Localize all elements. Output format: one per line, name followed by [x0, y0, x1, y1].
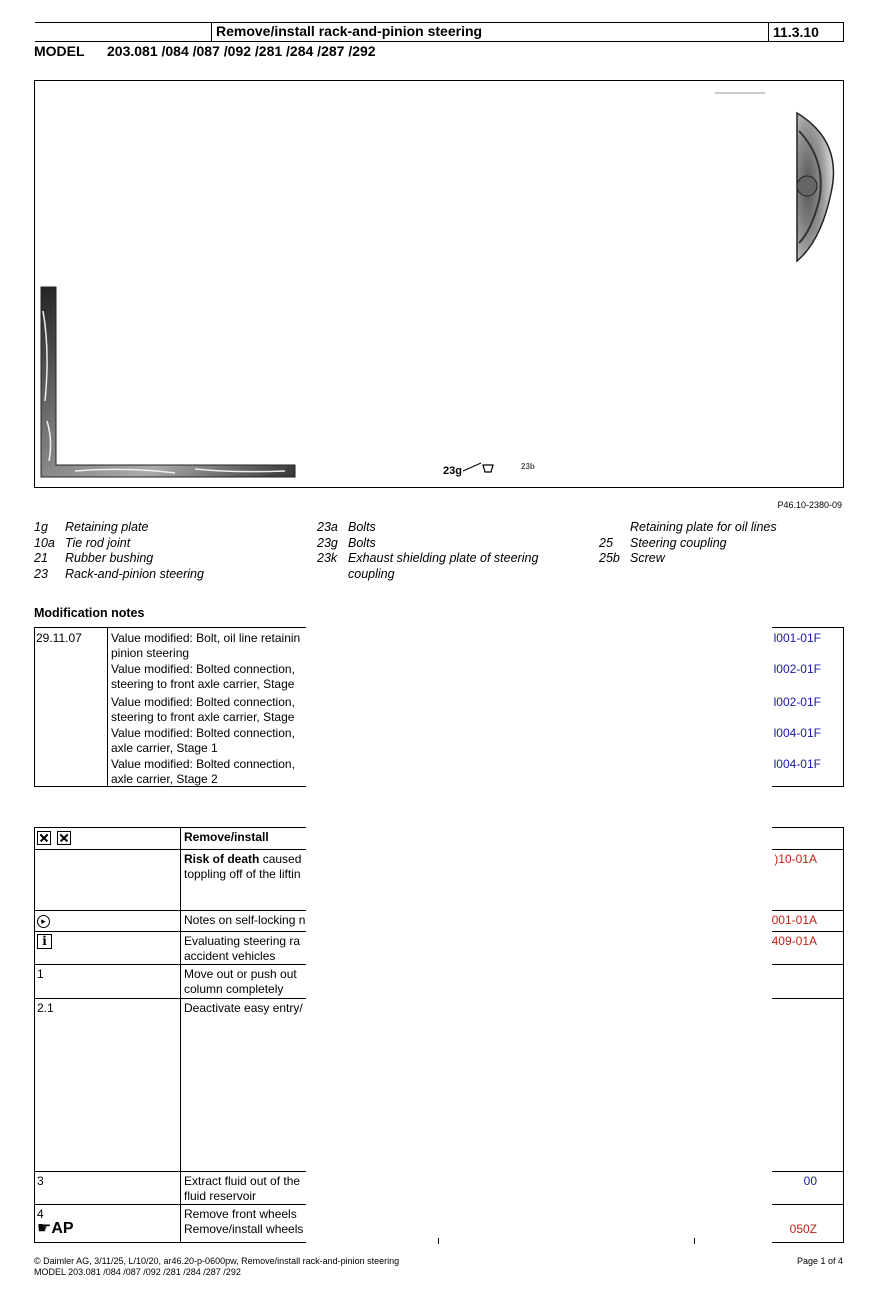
notes-doc-link[interactable]: 001-01A: [771, 913, 817, 927]
mod-doc-link-3[interactable]: l002-01F: [773, 695, 821, 709]
model-label: MODEL: [34, 43, 85, 59]
ap-marker: ☛AP: [37, 1220, 74, 1237]
work-head: Remove/install: [184, 830, 269, 844]
legend-col-2: [317, 520, 538, 582]
footer-copyright: © Daimler AG, 3/11/25, L/10/20, ar46.20-p-0600pw, Remove/install rack-and-pinion steering: [34, 1256, 400, 1266]
redaction-mask: [306, 826, 772, 1245]
mod-row-5: Value modified: Bolted connection, axle carrier, Stage 2: [111, 757, 295, 786]
step-1-text: Move out or push out column completely: [184, 967, 297, 996]
frame-fragment: [41, 287, 295, 477]
legend-item: 1g Retaining plate: [34, 520, 149, 534]
legend-item: coupling: [348, 566, 395, 581]
footer-model: MODEL 203.081 /084 /087 /092 /281 /284 /287 /292: [34, 1267, 241, 1277]
modification-title: Modification notes: [34, 606, 145, 620]
legend-item: 23 Rack-and-pinion steering: [34, 566, 204, 581]
wheel-hub: [797, 176, 817, 196]
mod-row-4: Value modified: Bolted connection, axle carrier, Stage 1: [111, 726, 295, 755]
legend-item: 25b Screw: [599, 551, 665, 565]
mod-doc-link-4[interactable]: l004-01F: [773, 726, 821, 740]
step-number: 3: [35, 1172, 181, 1204]
risk-text: Risk of death caused toppling off of the liftin: [184, 852, 302, 881]
step-4-text: Remove front wheels Remove/install wheels: [184, 1207, 304, 1236]
mod-doc-link-2[interactable]: l002-01F: [773, 662, 821, 676]
figure-reference: P46.10-2380-09: [777, 500, 842, 510]
modification-table: [34, 627, 844, 787]
info-icon: i: [37, 934, 52, 949]
collapse-icon: [57, 831, 71, 845]
doc-header: [35, 22, 844, 42]
risk-doc-link[interactable]: )10-01A: [774, 852, 817, 866]
callout-23g: 23g: [443, 465, 462, 477]
legend-col-1: [34, 520, 204, 582]
mod-row-2: Value modified: Bolted connection, steering to front axle carrier, Stage: [111, 662, 295, 691]
pointing-hand-icon: ☛: [37, 1220, 52, 1237]
work-steps-table: [34, 827, 844, 1243]
legend-col-3: [599, 520, 777, 567]
step-2-1-text: Deactivate easy entry/: [184, 1001, 303, 1015]
legend-item: Retaining plate for oil lines: [630, 520, 777, 534]
step-4-doc-link[interactable]: 050Z: [789, 1222, 817, 1236]
bolt-glyph: [483, 465, 493, 472]
step-number: 1: [35, 965, 181, 998]
step-4-cell: [35, 1205, 181, 1242]
modification-date: 29.11.07: [35, 628, 108, 786]
page-number: Page 1 of 4: [796, 1256, 843, 1266]
doc-title: Remove/install rack-and-pinion steering: [211, 22, 769, 42]
callout-leader: [463, 463, 481, 471]
self-locking-nut-icon: ▸: [37, 915, 50, 928]
legend-item: 23g Bolts: [317, 535, 376, 550]
model-value: 203.081 /084 /087 /092 /281 /284 /287 /292: [107, 43, 376, 59]
step-3-doc-link[interactable]: 00: [803, 1174, 817, 1188]
mod-doc-link-1[interactable]: l001-01F: [773, 631, 821, 645]
frame-detail: [43, 311, 285, 473]
tool-icons: [35, 828, 181, 849]
mod-doc-link-5[interactable]: l004-01F: [773, 757, 821, 771]
legend-item: 21 Rubber bushing: [34, 551, 154, 565]
step-number: 2.1: [35, 999, 181, 1171]
legend-item: 25 Steering coupling: [599, 535, 727, 550]
step-number: 4: [37, 1207, 44, 1221]
illustration-svg: [35, 81, 844, 488]
model-line: [34, 43, 376, 59]
notes-text: Notes on self-locking n: [184, 913, 306, 927]
footer: [34, 1256, 399, 1278]
step-3-text: Extract fluid out of the fluid reservoir: [184, 1174, 301, 1203]
mod-row-3: Value modified: Bolted connection, steering to front axle carrier, Stage: [111, 695, 295, 724]
expand-icon: [37, 831, 51, 845]
legend-item: 10a Tie rod joint: [34, 535, 131, 550]
redaction-mask: [306, 626, 772, 790]
evaluate-doc-link[interactable]: 409-01A: [771, 934, 817, 948]
section-number: 11.3.10: [773, 24, 819, 40]
legend-item: 23a Bolts: [317, 520, 376, 534]
footer-tick: [438, 1238, 439, 1244]
callout-23b: 23b: [521, 462, 535, 471]
evaluate-text: Evaluating steering ra accident vehicles: [184, 934, 301, 963]
legend-item: 23k Exhaust shielding plate of steering: [317, 551, 539, 565]
technical-illustration: [34, 80, 844, 488]
mod-row-1: Value modified: Bolt, oil line retainin pinion steering: [111, 631, 301, 660]
footer-tick: [694, 1238, 695, 1244]
